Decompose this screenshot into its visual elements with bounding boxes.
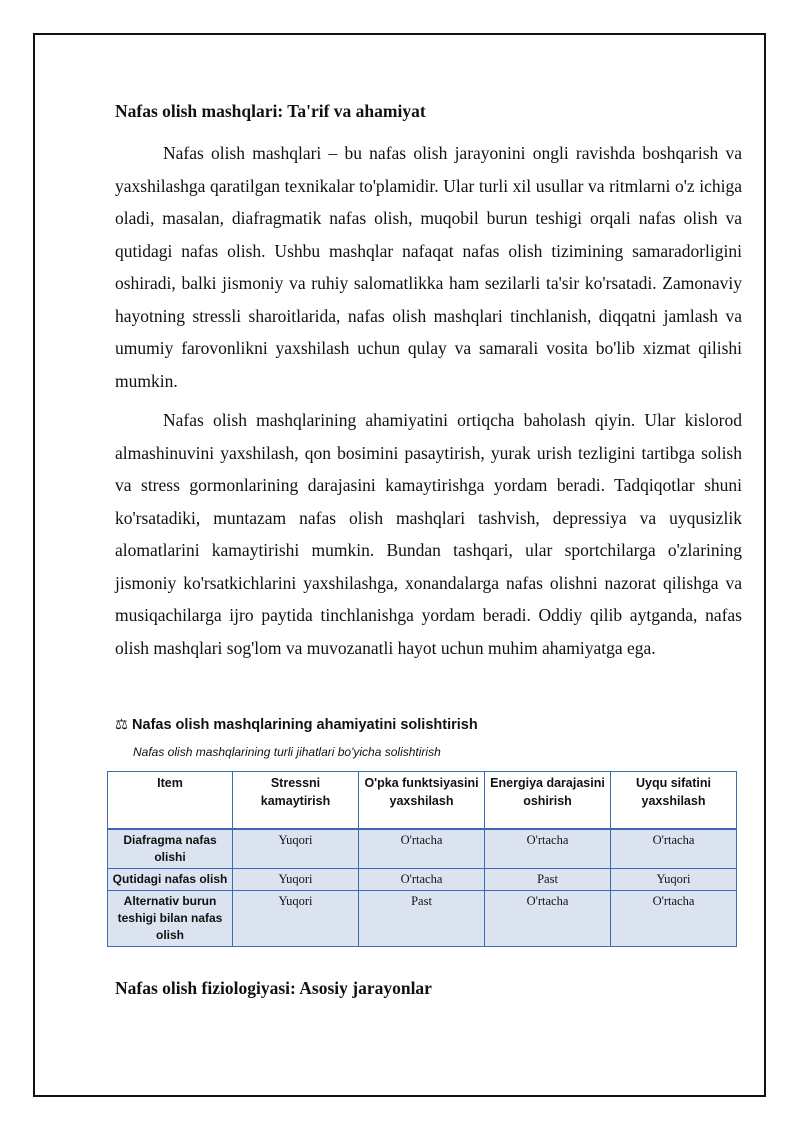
- table-cell: O'rtacha: [359, 829, 485, 869]
- table-row: [108, 829, 737, 869]
- section-heading: Nafas olish mashqlari: Ta'rif va ahamiyat: [115, 101, 426, 121]
- table-cell: O'rtacha: [485, 891, 611, 947]
- column-header: Energiya darajasini oshirish: [485, 772, 611, 830]
- table-row: [108, 869, 737, 891]
- table-title-text: Nafas olish mashqlarining ahamiyatini solishtirish: [132, 717, 478, 733]
- balance-scale-icon: ⚖: [115, 717, 128, 733]
- table-cell: Past: [359, 891, 485, 947]
- row-header: Qutidagi nafas olish: [108, 869, 233, 891]
- table-cell: O'rtacha: [611, 829, 737, 869]
- table-row: [108, 891, 737, 947]
- row-header: Diafragma nafas olishi: [108, 829, 233, 869]
- column-header: Uyqu sifatini yaxshilash: [611, 772, 737, 830]
- comparison-table: [107, 771, 737, 947]
- table-cell: Yuqori: [611, 869, 737, 891]
- table-cell: O'rtacha: [485, 829, 611, 869]
- column-header: O'pka funktsiyasini yaxshilash: [359, 772, 485, 830]
- table-cell: Yuqori: [233, 869, 359, 891]
- table-caption: Nafas olish mashqlarining turli jihatlari bo'yicha solishtirish: [133, 745, 441, 759]
- table-cell: Past: [485, 869, 611, 891]
- table-title: [115, 717, 478, 733]
- table-header-row: [108, 772, 737, 830]
- table-cell: O'rtacha: [611, 891, 737, 947]
- table-cell: Yuqori: [233, 829, 359, 869]
- column-header: Item: [108, 772, 233, 830]
- table-cell: Yuqori: [233, 891, 359, 947]
- column-header: Stressni kamaytirish: [233, 772, 359, 830]
- table-cell: O'rtacha: [359, 869, 485, 891]
- paragraph: Nafas olish mashqlari – bu nafas olish jarayonini ongli ravishda boshqarish va yaxshilashga qaratilgan texnikalar to'plamidir. Ular turli xil usullar va ritmlarni o'z ichiga oladi, masalan, diafragmatik nafas olish, muqobil burun teshigi orqali nafas olish va qutidagi nafas olish. Ushbu mashqlar nafaqat nafas olish tizimining samaradorligini oshiradi, balki jismoniy va ruhiy salomatlikka ham sezilarli ta'sir ko'rsatadi. Zamonaviy hayotning stressli sharoitlarida, nafas olish mashqlari tinchlanish, diqqatni jamlash va umumiy farovonlikni yaxshilash uchun qulay va samarali vosita bo'lib xizmat qilishi mumkin.: [115, 143, 742, 391]
- section-heading: Nafas olish fiziologiyasi: Asosiy jarayonlar: [115, 978, 432, 998]
- row-header: Alternativ burun teshigi bilan nafas olish: [108, 891, 233, 947]
- paragraph: Nafas olish mashqlarining ahamiyatini ortiqcha baholash qiyin. Ular kislorod almashinuvini yaxshilash, qon bosimini pasaytirish, yurak urish tezligini tartibga solish va stress gormonlarining darajasini kamaytirishga yordam beradi. Tadqiqotlar shuni ko'rsatadiki, muntazam nafas olish mashqlari tashvish, depressiya va uyqusizlik alomatlarini kamaytirishi mumkin. Bundan tashqari, ular sportchilarga o'zlarining jismoniy ko'rsatkichlarini yaxshilashga, xonandalarga nafas olishni nazorat qilishga va musiqachilarga ijro paytida tinchlanishga yordam beradi. Oddiy qilib aytganda, nafas olish mashqlari sog'lom va muvozanatli hayot uchun muhim ahamiyatga ega.: [115, 410, 742, 658]
